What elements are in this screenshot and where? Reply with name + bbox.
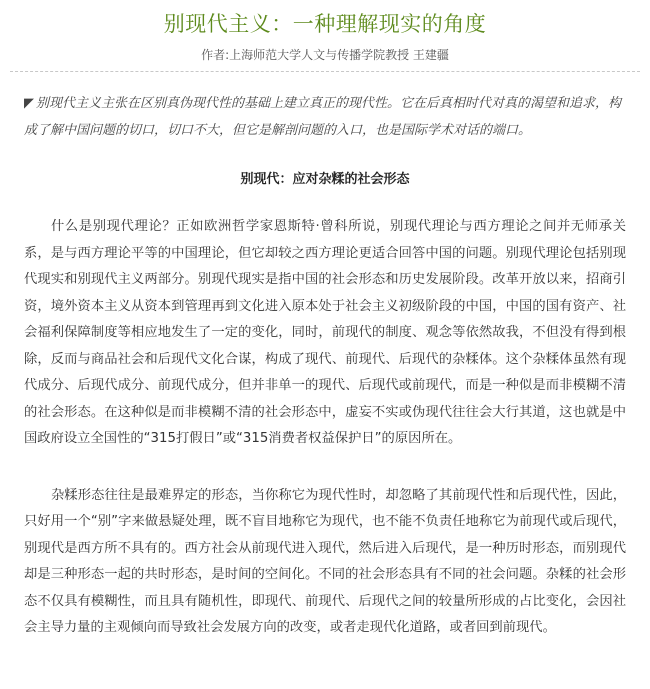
title-divider bbox=[10, 71, 640, 72]
article-summary bbox=[24, 90, 626, 144]
body-paragraph-1: 什么是别现代理论？正如欧洲哲学家恩斯特·曾科所说，别现代理论与西方理论之间并无师承关系，是与西方理论平等的中国理论，但它却较之西方理论更适合回答中国的问题。别现代理论包括别现代现实和别现代主义两部分。别现代现实是指中国的社会形态和历史发展阶段。改革开放以来，招商引资，境外资本主义从资本到管理再到文化进入原本处于社会主义初级阶段的中国，中国的国有资产、社会福利保障制度等相应地发生了一定的变化，同时，前现代的制度、观念等依然故我，不但没有得到根除，反而与商品社会和后现代文化合谋，构成了现代、前现代、后现代的杂糅体。这个杂糅体虽然有现代成分、后现代成分、前现代成分，但并非单一的现代、后现代或前现代，而是一种似是而非模糊不清的社会形态。在这种似是而非模糊不清的社会形态中，虚妄不实或伪现代往往会大行其道，这也就是中国政府设立全国性的“315打假日”或“315消费者权益保护日”的原因所在。 bbox=[24, 219, 626, 446]
article-title: 别现代主义：一种理解现实的角度 bbox=[163, 12, 487, 36]
article-page bbox=[0, 9, 650, 689]
section-heading: 别现代：应对杂糅的社会形态 bbox=[240, 172, 410, 187]
article-author: 作者:上海师范大学人文与传播学院教授 王建疆 bbox=[201, 48, 449, 62]
summary-bullet-icon: ◤ bbox=[24, 96, 34, 111]
body-paragraph-2: 杂糅形态往往是最难界定的形态，当你称它为现代性时，却忽略了其前现代性和后现代性，因此，只好用一个“别”字来做悬疑处理，既不盲目地称它为现代，也不能不负责任地称它为前现代或后现代，别现代是西方所不具有的。西方社会从前现代进入现代，然后进入后现代，是一种历时形态，而别现代却是三种形态一起的共时形态，是时间的空间化。不同的社会形态具有不同的社会问题。杂糅的社会形态不仅具有模糊性，而且具有随机性，即现代、前现代、后现代之间的较量所形成的占比变化，会因社会主导力量的主观倾向而导致社会发展方向的改变，或者走现代化道路，或者回到前现代。 bbox=[24, 487, 626, 635]
summary-text: 别现代主义主张在区别真伪现代性的基础上建立真正的现代性。它在后真相时代对真的渴望和追求，构成了解中国问题的切口，切口不大，但它是解剖问题的入口，也是国际学术对话的端口。 bbox=[24, 96, 622, 138]
